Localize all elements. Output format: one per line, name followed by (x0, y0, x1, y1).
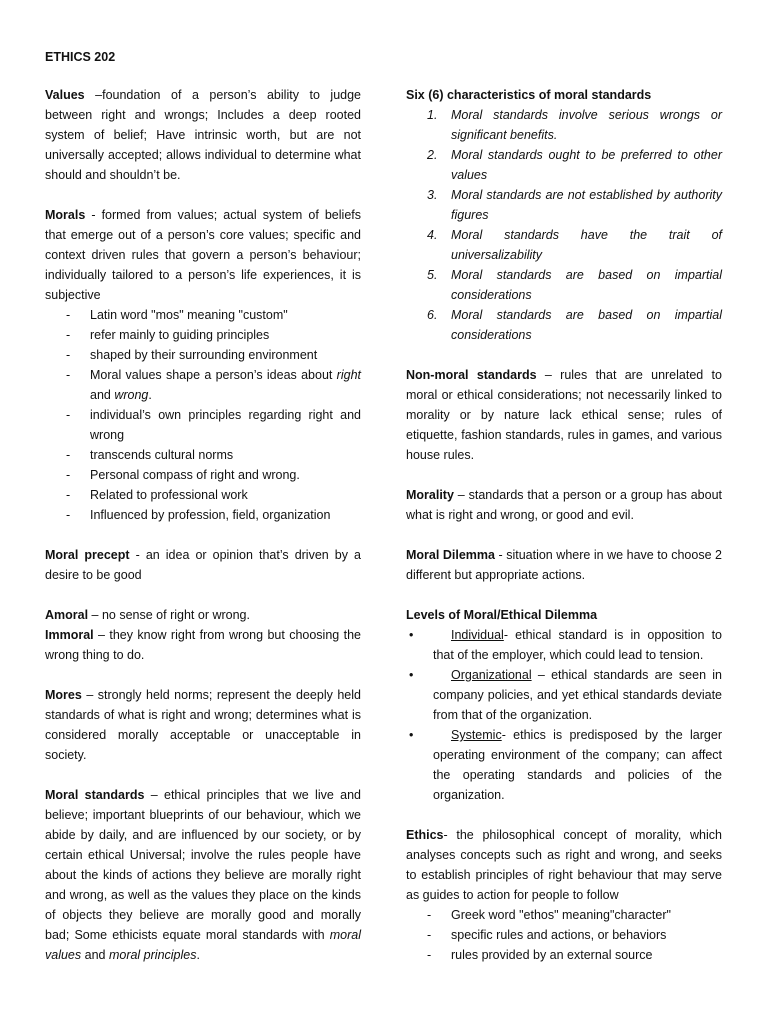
list-item (406, 145, 722, 185)
six-characteristics-heading-text: Six (6) characteristics of moral standards (406, 88, 652, 102)
immoral-term: Immoral (45, 628, 94, 642)
list-number: 4. (427, 228, 438, 242)
list-item-text: Moral standards are based on impartial considerations (451, 268, 722, 302)
morality-paragraph (406, 485, 722, 525)
list-item (406, 265, 722, 305)
list-item (406, 665, 722, 725)
level-organizational-text: – ethical standards are seen in company policies, and yet ethical standards deviate from that of the organization. (433, 668, 722, 722)
moral-dilemma-term: Moral Dilemma (406, 548, 495, 562)
list-item: - Personal compass of right and wrong. (45, 465, 361, 485)
non-moral-standards-term: Non-moral standards (406, 368, 537, 382)
list-item (406, 105, 722, 145)
amoral-term: Amoral (45, 608, 89, 622)
levels-heading-text: Levels of Moral/Ethical Dilemma (406, 608, 598, 622)
level-organizational-term: Organizational (451, 668, 532, 682)
list-item-text: Moral values shape a person’s ideas about (90, 368, 337, 382)
list-item-text: Moral standards are based on impartial considerations (451, 308, 722, 342)
list-item: - Greek word "ethos" meaning"character" (406, 905, 722, 925)
list-item (406, 225, 722, 265)
list-item: - Influenced by profession, field, organization (45, 505, 361, 525)
italic-wrong: wrong (114, 388, 149, 402)
moral-standards-paragraph (45, 785, 361, 965)
ethics-paragraph (406, 825, 722, 905)
morals-term: Morals (45, 208, 86, 222)
list-item: - Latin word "mos" meaning "custom" (45, 305, 361, 325)
list-item: - individual’s own principles regarding right and wrong (45, 405, 361, 445)
moral-dilemma-definition: - situation where in we have to choose 2 different but appropriate actions. (406, 548, 722, 582)
values-paragraph (45, 85, 361, 185)
list-item-text: Moral standards involve serious wrongs or significant benefits. (451, 108, 722, 142)
amoral-definition: – no sense of right or wrong. (88, 608, 250, 622)
bullet: • (409, 728, 414, 742)
list-item: - rules provided by an external source (406, 945, 722, 965)
italic-moral-values: moral values (45, 928, 361, 962)
list-number: 5. (427, 268, 438, 282)
morals-list (45, 305, 361, 525)
list-number: 2. (427, 148, 438, 162)
moral-precept-definition: - an idea or opinion that’s driven by a desire to be good (45, 548, 361, 582)
list-item-text: Moral standards are not established by authority figures (451, 188, 722, 222)
list-item: - refer mainly to guiding principles (45, 325, 361, 345)
morality-definition: – standards that a person or a group has about what is right and wrong, or good and evil. (406, 488, 722, 522)
list-number: 3. (427, 188, 438, 202)
values-definition: –foundation of a person’s ability to judge between right and wrongs; Includes a deep rooted system of belief; Have intrinsic worth, but are not universally accepted; allows individual to determine what should and shouldn’t be. (45, 88, 361, 182)
right-column (406, 85, 722, 985)
list-item (406, 625, 722, 665)
levels-heading (406, 605, 722, 625)
moral-standards-end: . (196, 948, 200, 962)
ethics-list (406, 905, 722, 965)
italic-moral-principles: moral principles (108, 948, 197, 962)
levels-list (406, 625, 722, 805)
moral-precept-term: Moral precept (45, 548, 130, 562)
level-individual-term: Individual (451, 628, 504, 642)
immoral-paragraph (45, 625, 361, 665)
ethics-term: Ethics (406, 828, 444, 842)
list-item: - specific rules and actions, or behaviors (406, 925, 722, 945)
moral-precept-paragraph (45, 545, 361, 585)
ethics-definition: - the philosophical concept of morality, which analyses concepts such as right and wrong, and seeks to establish principles of right behaviour that may serve as guides to action for people to follow (406, 828, 722, 902)
list-item: - transcends cultural norms (45, 445, 361, 465)
list-item-and: and (90, 388, 115, 402)
level-systemic-text: - ethics is predisposed by the larger operating environment of the company; can affect the operating standards and policies of the organization. (433, 728, 722, 802)
non-moral-standards-paragraph (406, 365, 722, 465)
list-item-text: Moral standards ought to be preferred to other values (451, 148, 722, 182)
left-column (45, 85, 361, 985)
morals-paragraph (45, 205, 361, 305)
non-moral-standards-definition: – rules that are unrelated to moral or ethical considerations; not necessarily linked to morality or by nature lack ethical sense; rules of etiquette, fashion standards, rules in games, and various house rules. (406, 368, 722, 462)
morality-term: Morality (406, 488, 454, 502)
list-item (406, 725, 722, 805)
six-characteristics-heading (406, 85, 722, 105)
mores-definition: – strongly held norms; represent the deeply held standards of what is right and wrong; determines what is considered morally acceptable or unacceptable in society. (45, 688, 361, 762)
values-term: Values (45, 88, 85, 102)
mores-term: Mores (45, 688, 82, 702)
six-characteristics-list (406, 105, 722, 345)
immoral-definition: – they know right from wrong but choosing the wrong thing to do. (45, 628, 361, 662)
bullet: • (409, 628, 414, 642)
list-item-text: Moral standards have the trait of universalizability (451, 228, 722, 262)
level-individual-text: - ethical standard is in opposition to that of the employer, which could lead to tension. (433, 628, 722, 662)
list-item (45, 365, 361, 405)
list-item: - shaped by their surrounding environment (45, 345, 361, 365)
level-systemic-term: Systemic (451, 728, 502, 742)
list-number: 1. (427, 108, 438, 122)
morals-definition: - formed from values; actual system of beliefs that emerge out of a person’s core values; specific and context driven rules that govern a person’s behaviour; individually tailored to a person’s life experiences, it is subjective (45, 208, 361, 302)
mores-paragraph (45, 685, 361, 765)
document-title: ETHICS 202 (45, 50, 116, 64)
moral-dilemma-paragraph (406, 545, 722, 585)
amoral-paragraph (45, 605, 361, 625)
list-item: - Related to professional work (45, 485, 361, 505)
list-item-end: . (148, 388, 152, 402)
bullet: • (409, 668, 414, 682)
italic-right: right (336, 368, 361, 382)
moral-standards-definition: – ethical principles that we live and believe; important blueprints of our behaviour, which we abide by daily, and are influenced by our society, or by certain ethical Universal; involve the rules people have about the kinds of actions they believe are morally right and wrong, as well as the values they place on the kinds of objects they believe are morally good and morally bad; Some ethicists equate moral standards with (45, 788, 361, 942)
moral-standards-term: Moral standards (45, 788, 145, 802)
list-item (406, 185, 722, 225)
list-item (406, 305, 722, 345)
list-number: 6. (427, 308, 438, 322)
moral-standards-and: and (81, 948, 109, 962)
